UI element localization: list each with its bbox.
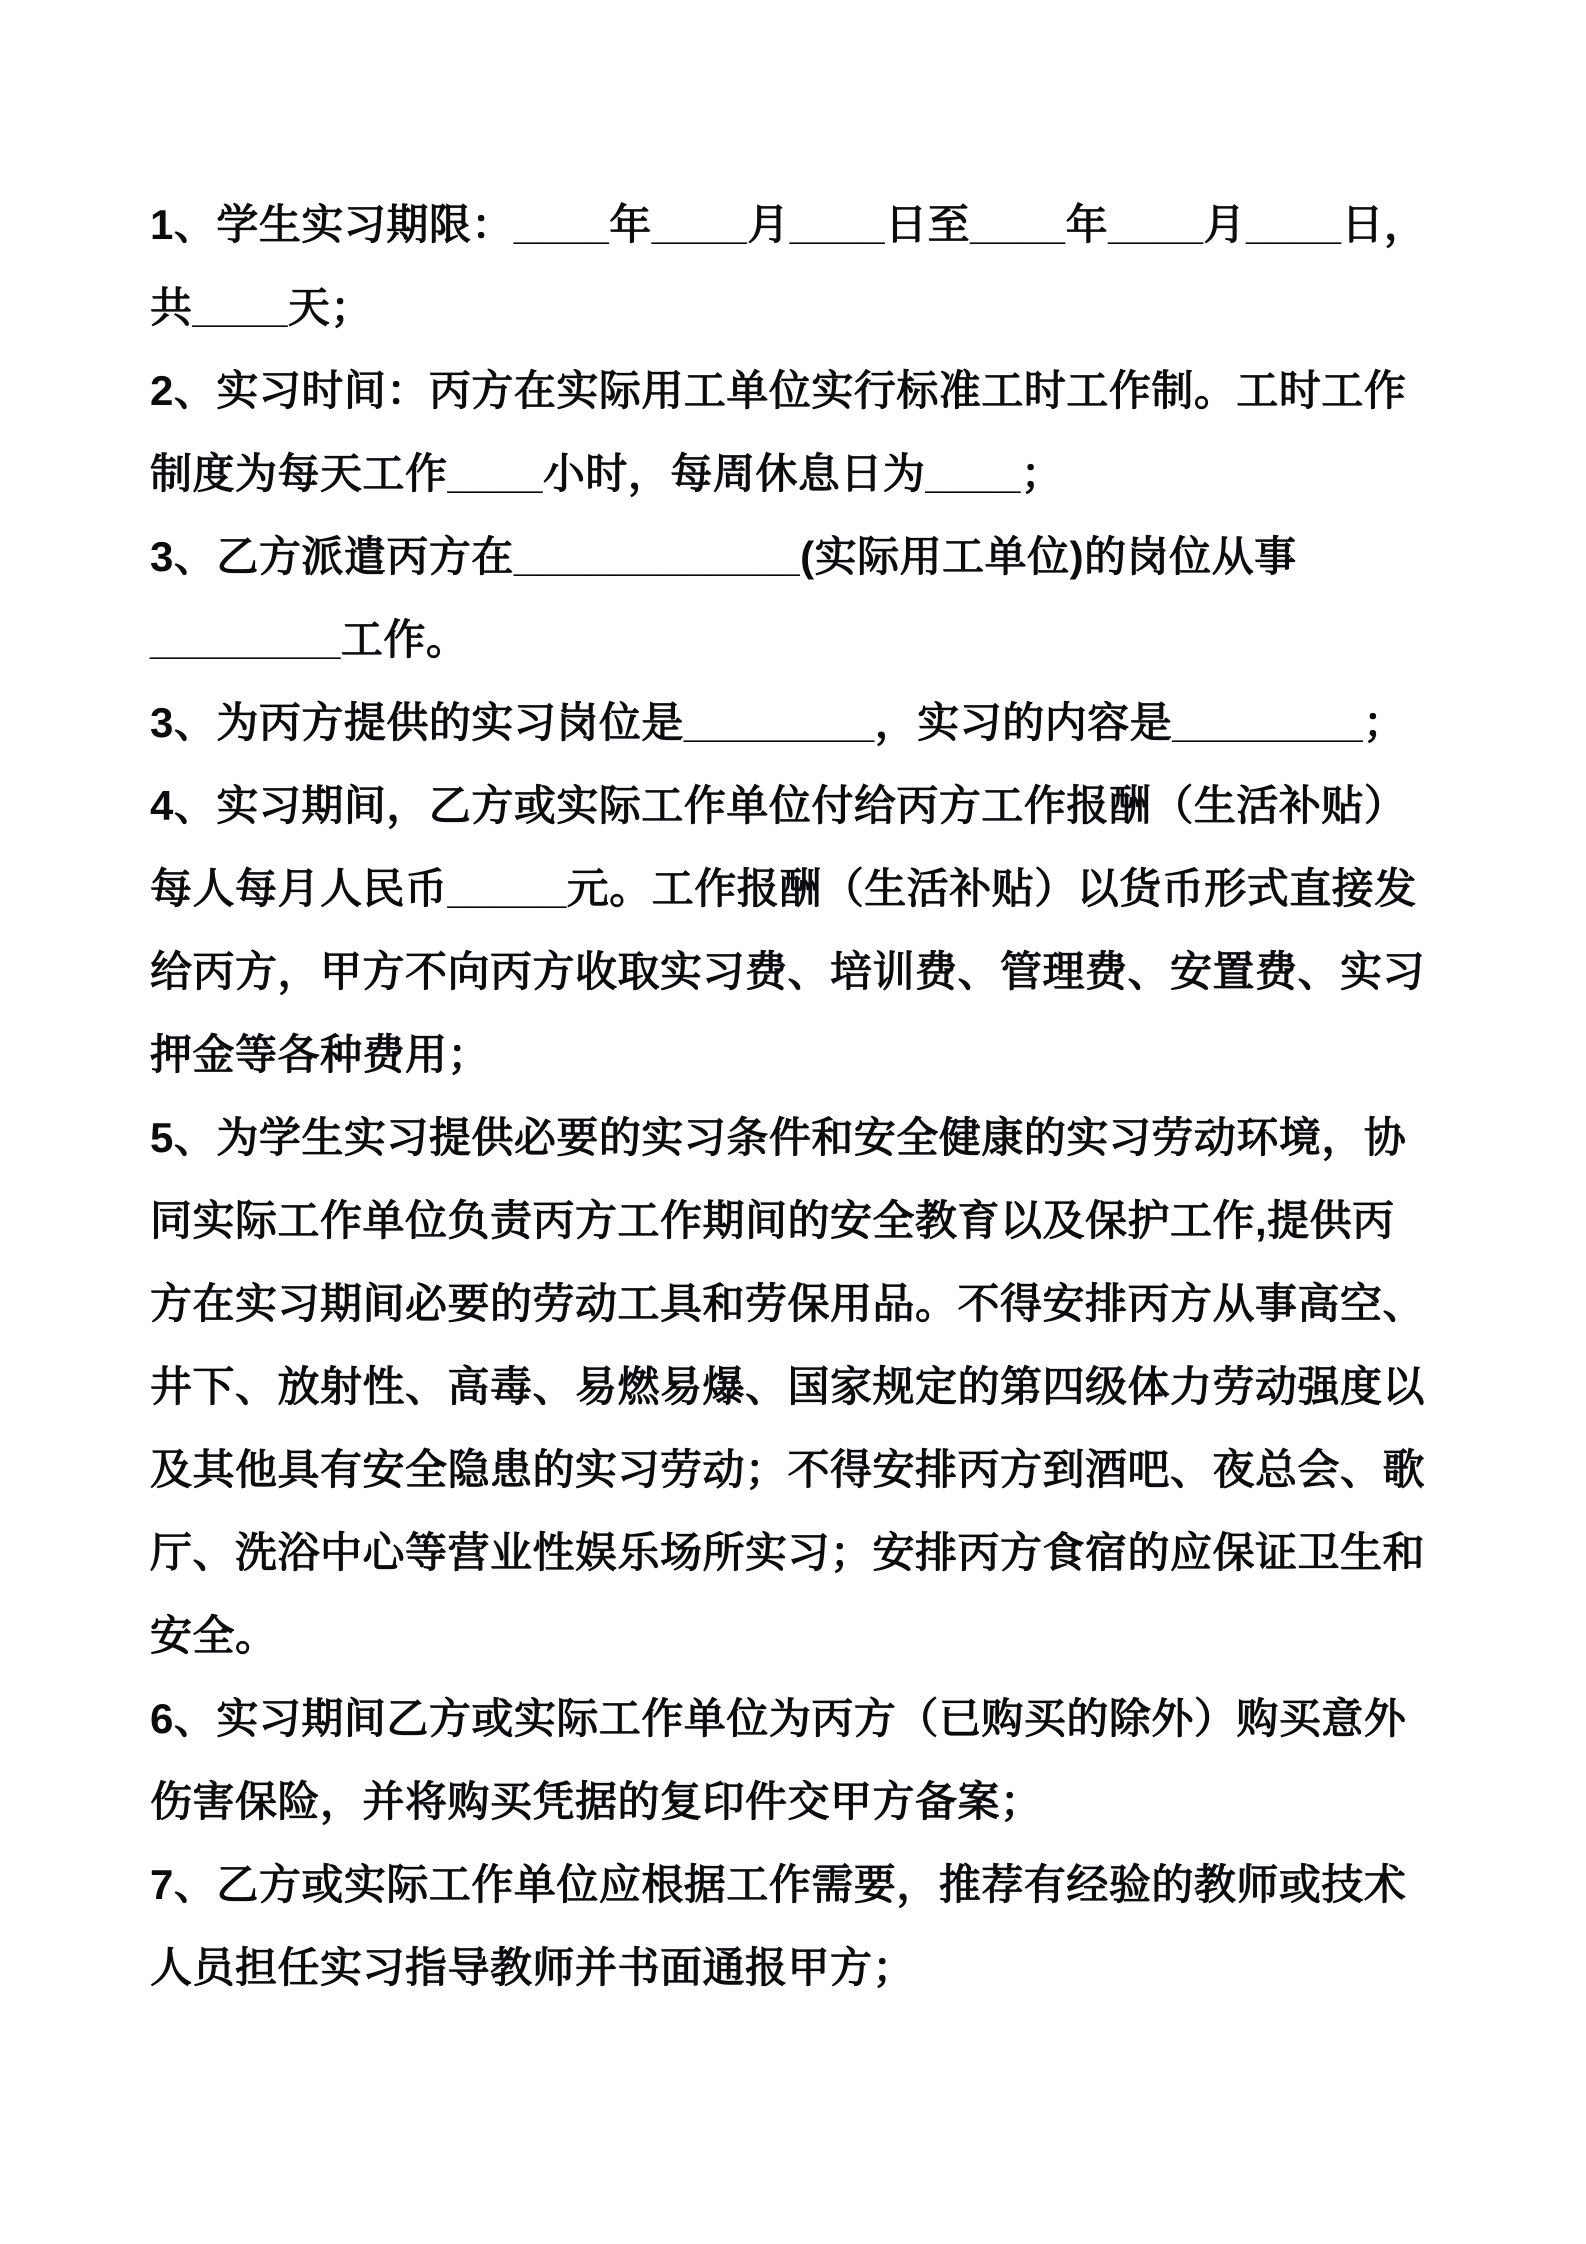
- document-line: 4、实习期间，乙方或实际工作单位付给丙方工作报酬（生活补贴）: [150, 782, 1407, 829]
- document-line: 3、为丙方提供的实习岗位是________，实习的内容是________；: [150, 699, 1406, 746]
- document-line: 同实际工作单位负责丙方工作期间的安全教育以及保护工作,提供丙: [150, 1197, 1395, 1244]
- document-line: 安全。: [150, 1612, 278, 1659]
- document-line: ________工作。: [150, 616, 469, 663]
- document-line: 每人每月人民币_____元。工作报酬（生活补贴）以货币形式直接发: [150, 865, 1417, 912]
- document-body: [150, 183, 1450, 2009]
- document-line: 制度为每天工作____小时，每周休息日为____；: [150, 450, 1064, 497]
- document-line: 及其他具有安全隐患的实习劳动；不得安排丙方到酒吧、夜总会、歌: [150, 1446, 1426, 1493]
- document-line: 井下、放射性、高毒、易燃易爆、国家规定的第四级体力劳动强度以: [150, 1363, 1426, 1410]
- document-line: 1、学生实习期限：____年____月____日至____年____月____日，: [150, 201, 1427, 248]
- document-line: 3、乙方派遣丙方在____________(实际用工单位)的岗位从事: [150, 533, 1297, 580]
- document-line: 7、乙方或实际工作单位应根据工作需要，推荐有经验的教师或技术: [150, 1861, 1407, 1908]
- document-line: 共____天；: [150, 284, 373, 331]
- document-line: 伤害保险，并将购买凭据的复印件交甲方备案；: [150, 1778, 1043, 1825]
- document-line: 给丙方，甲方不向丙方收取实习费、培训费、管理费、安置费、实习: [150, 948, 1426, 995]
- document-line: 厅、洗浴中心等营业性娱乐场所实习；安排丙方食宿的应保证卫生和: [150, 1529, 1426, 1576]
- document-line: 人员担任实习指导教师并书面通报甲方；: [150, 1944, 916, 1991]
- document-line: 5、为学生实习提供必要的实习条件和安全健康的实习劳动环境，协: [150, 1114, 1407, 1161]
- document-line: 2、实习时间：丙方在实际用工单位实行标准工时工作制。工时工作: [150, 367, 1407, 414]
- document-line: 6、实习期间乙方或实际工作单位为丙方（已购买的除外）购买意外: [150, 1695, 1407, 1742]
- document-line: 方在实习期间必要的劳动工具和劳保用品。不得安排丙方从事高空、: [150, 1280, 1426, 1327]
- document-line: 押金等各种费用；: [150, 1031, 491, 1078]
